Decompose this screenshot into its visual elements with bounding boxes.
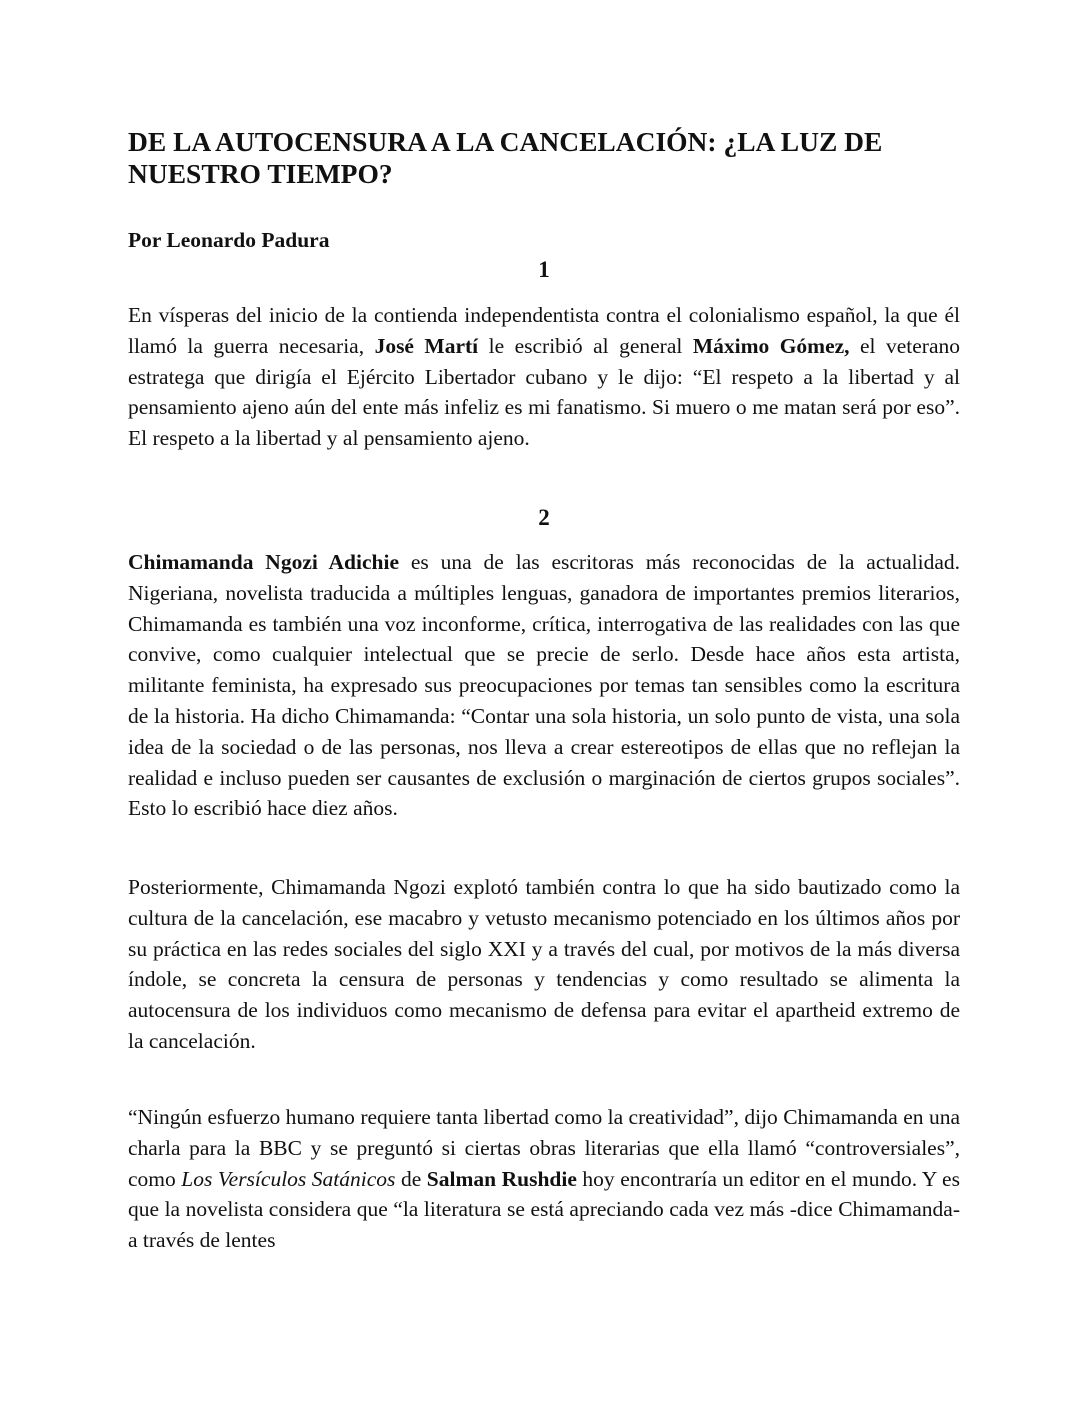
- text-run: “Ningún esfuerzo humano requiere tanta libertad como la creatividad”, dijo Chimamanda en una charla para la BBC y se preguntó si ciertas obras literarias que ella llamó “controversiales”, como: [128, 1105, 960, 1191]
- author-byline: Por Leonardo Padura: [128, 228, 330, 252]
- text-run: le escribió al general: [478, 333, 693, 358]
- bold-name-maximo-gomez: Máximo Gómez,: [692, 333, 850, 358]
- text-run: En vísperas del inicio de la contienda independentista contra el colonialismo español, la que él llamó la guerra necesaria,: [128, 303, 960, 358]
- section-number-2: 2: [538, 505, 550, 530]
- italic-book-title: Los Versículos Satánicos: [181, 1166, 396, 1191]
- section-2-paragraph-1: [128, 547, 960, 824]
- text-run: hoy encontraría un editor en el mundo. Y es que la novelista considera que “la literatura se está apreciando cada vez más -dice Chimamanda- a través de lentes: [128, 1166, 960, 1253]
- text-run: el veterano estratega que dirigía el Ejército Libertador cubano y le dijo: “El respeto a la libertad y al pensamiento ajeno aún del ente más infeliz es mi fanatismo. Si muero o me matan será por eso”. El respeto a la libertad y al pensamiento ajeno.: [128, 333, 960, 451]
- bold-name-salman-rushdie: Salman Rushdie: [426, 1166, 577, 1191]
- bold-name-chimamanda: Chimamanda Ngozi Adichie: [128, 550, 400, 574]
- section-2-paragraph-3: [128, 1102, 960, 1256]
- section-2-paragraph-2: Posteriormente, Chimamanda Ngozi explotó también contra lo que ha sido bautizado como la cultura de la cancelación, ese macabro y vetusto mecanismo potenciado en los últimos años por su práctica en las redes sociales del siglo XXI y a través del cual, por motivos de la más diversa índole, se concreta la censura de personas y tendencias y como resultado se alimenta la autocensura de los individuos como mecanismo de defensa para evitar el apartheid extremo de la cancelación.: [128, 875, 960, 1053]
- section-number-1: 1: [538, 257, 550, 282]
- text-run: de: [395, 1166, 427, 1191]
- article-title: DE LA AUTOCENSURA A LA CANCELACIÓN: ¿LA LUZ DE NUESTRO TIEMPO?: [128, 126, 883, 189]
- bold-name-jose-marti: José Martí: [374, 333, 479, 358]
- section-1-paragraph: [128, 300, 960, 454]
- text-run: es una de las escritoras más reconocidas de la actualidad. Nigeriana, novelista traducida a múltiples lenguas, ganadora de importantes premios literarios, Chimamanda es también una voz inconforme, crítica, interrogativa de las realidades con las que convive, como cualquier intelectual que se precie de serlo. Desde hace años esta artista, militante feminista, ha expresado sus preocupaciones por temas tan sensibles como la escritura de la historia. Ha dicho Chimamanda: “Contar una sola historia, un solo punto de vista, una sola idea de la sociedad o de las personas, nos lleva a crear estereotipos de ellas que no reflejan la realidad e incluso pueden ser causantes de exclusión o marginación de ciertos grupos sociales”. Esto lo escribió hace diez años.: [128, 550, 960, 821]
